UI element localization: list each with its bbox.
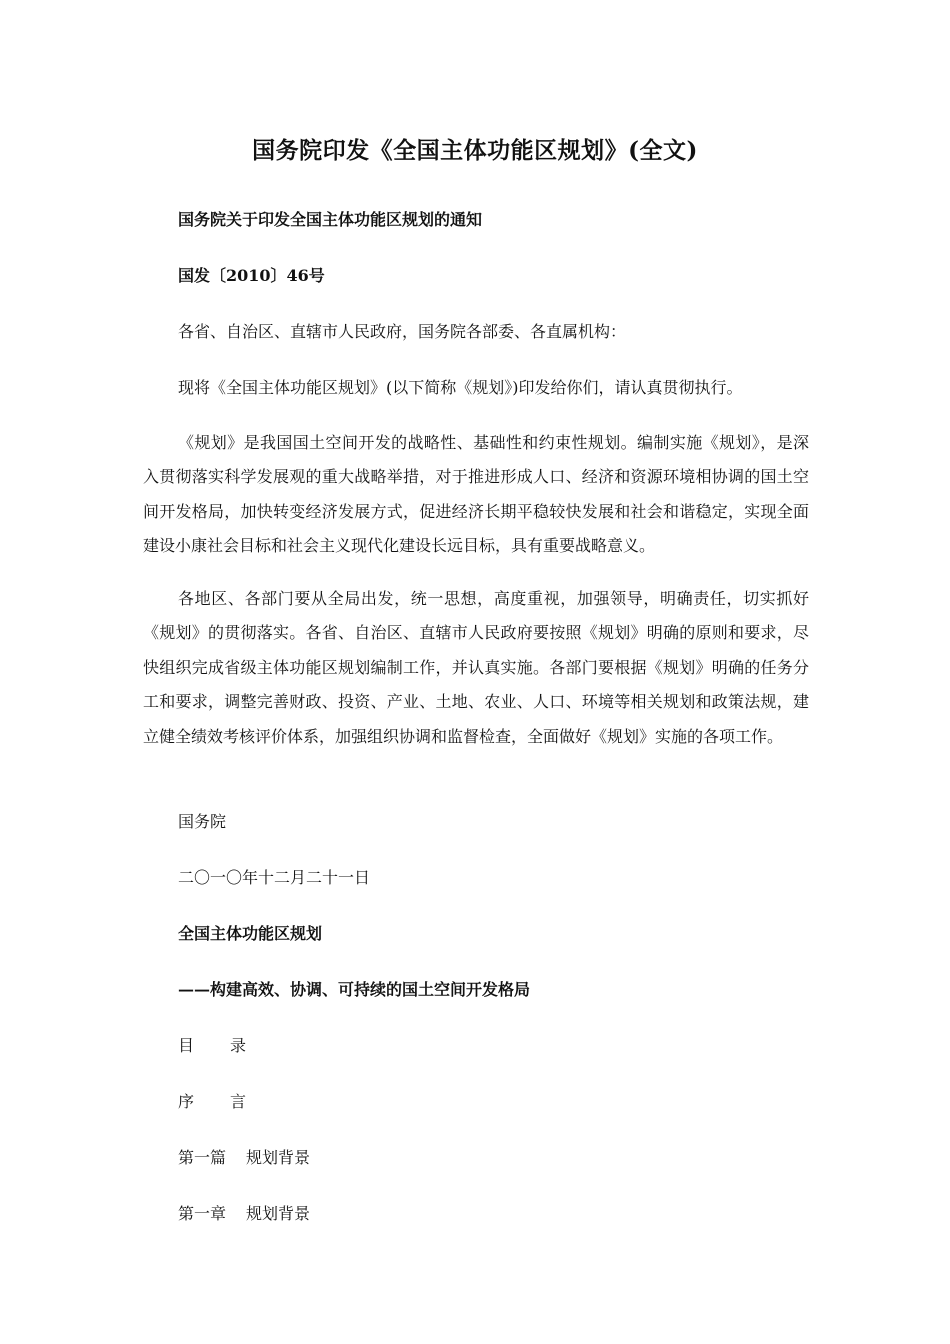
plan-title: 全国主体功能区规划 [178, 924, 323, 943]
document-number: 国发〔2010〕46号 [178, 266, 325, 285]
toc-chapter-label: 第一章 [178, 1204, 227, 1223]
plan-subtitle: ——构建高效、协调、可持续的国土空间开发格局 [178, 980, 531, 999]
toc-preface-char-1: 序 [178, 1092, 195, 1111]
toc-item-preface[interactable] [178, 1090, 246, 1114]
toc-heading-char-2: 录 [230, 1036, 247, 1055]
addressee: 各省、自治区、直辖市人民政府，国务院各部委、各直属机构： [178, 322, 627, 341]
notice-title: 国务院关于印发全国主体功能区规划的通知 [178, 210, 483, 229]
document-title: 国务院印发《全国主体功能区规划》(全文) [252, 137, 698, 164]
toc-chapter-title: 规划背景 [246, 1204, 311, 1223]
body-paragraph-2: 各地区、各部门要从全局出发，统一思想，高度重视，加强领导，明确责任，切实抓好《规划》的贯彻落实。各省、自治区、直辖市人民政府要按照《规划》明确的原则和要求，尽快组织完成省级主体功能区规划编制工作，并认真实施。各部门要根据《规划》明确的任务分工和要求，调整完善财政、投资、产业、土地、农业、人口、环境等相关规划和政策法规，建立健全绩效考核评价体系，加强组织协调和监督检查，全面做好《规划》实施的各项工作。 [143, 589, 809, 746]
toc-heading [178, 1034, 246, 1058]
issue-date: 二〇一〇年十二月二十一日 [178, 868, 371, 887]
toc-part-label: 第一篇 [178, 1148, 227, 1167]
toc-item-chapter-1[interactable] [178, 1202, 310, 1226]
issuer: 国务院 [178, 812, 227, 831]
toc-part-title: 规划背景 [246, 1148, 311, 1167]
body-paragraph-1: 《规划》是我国国土空间开发的战略性、基础性和约束性规划。编制实施《规划》，是深入贯彻落实科学发展观的重大战略举措，对于推进形成人口、经济和资源环境相协调的国土空间开发格局，加快转变经济发展方式，促进经济长期平稳较快发展和社会和谐稳定，实现全面建设小康社会目标和社会主义现代化建设长远目标，具有重要战略意义。 [143, 433, 809, 556]
intro-sentence: 现将《全国主体功能区规划》(以下简称《规划》)印发给你们，请认真贯彻执行。 [178, 378, 743, 397]
toc-preface-char-2: 言 [230, 1092, 247, 1111]
toc-item-part-1[interactable] [178, 1146, 310, 1170]
toc-heading-char-1: 目 [178, 1036, 195, 1055]
